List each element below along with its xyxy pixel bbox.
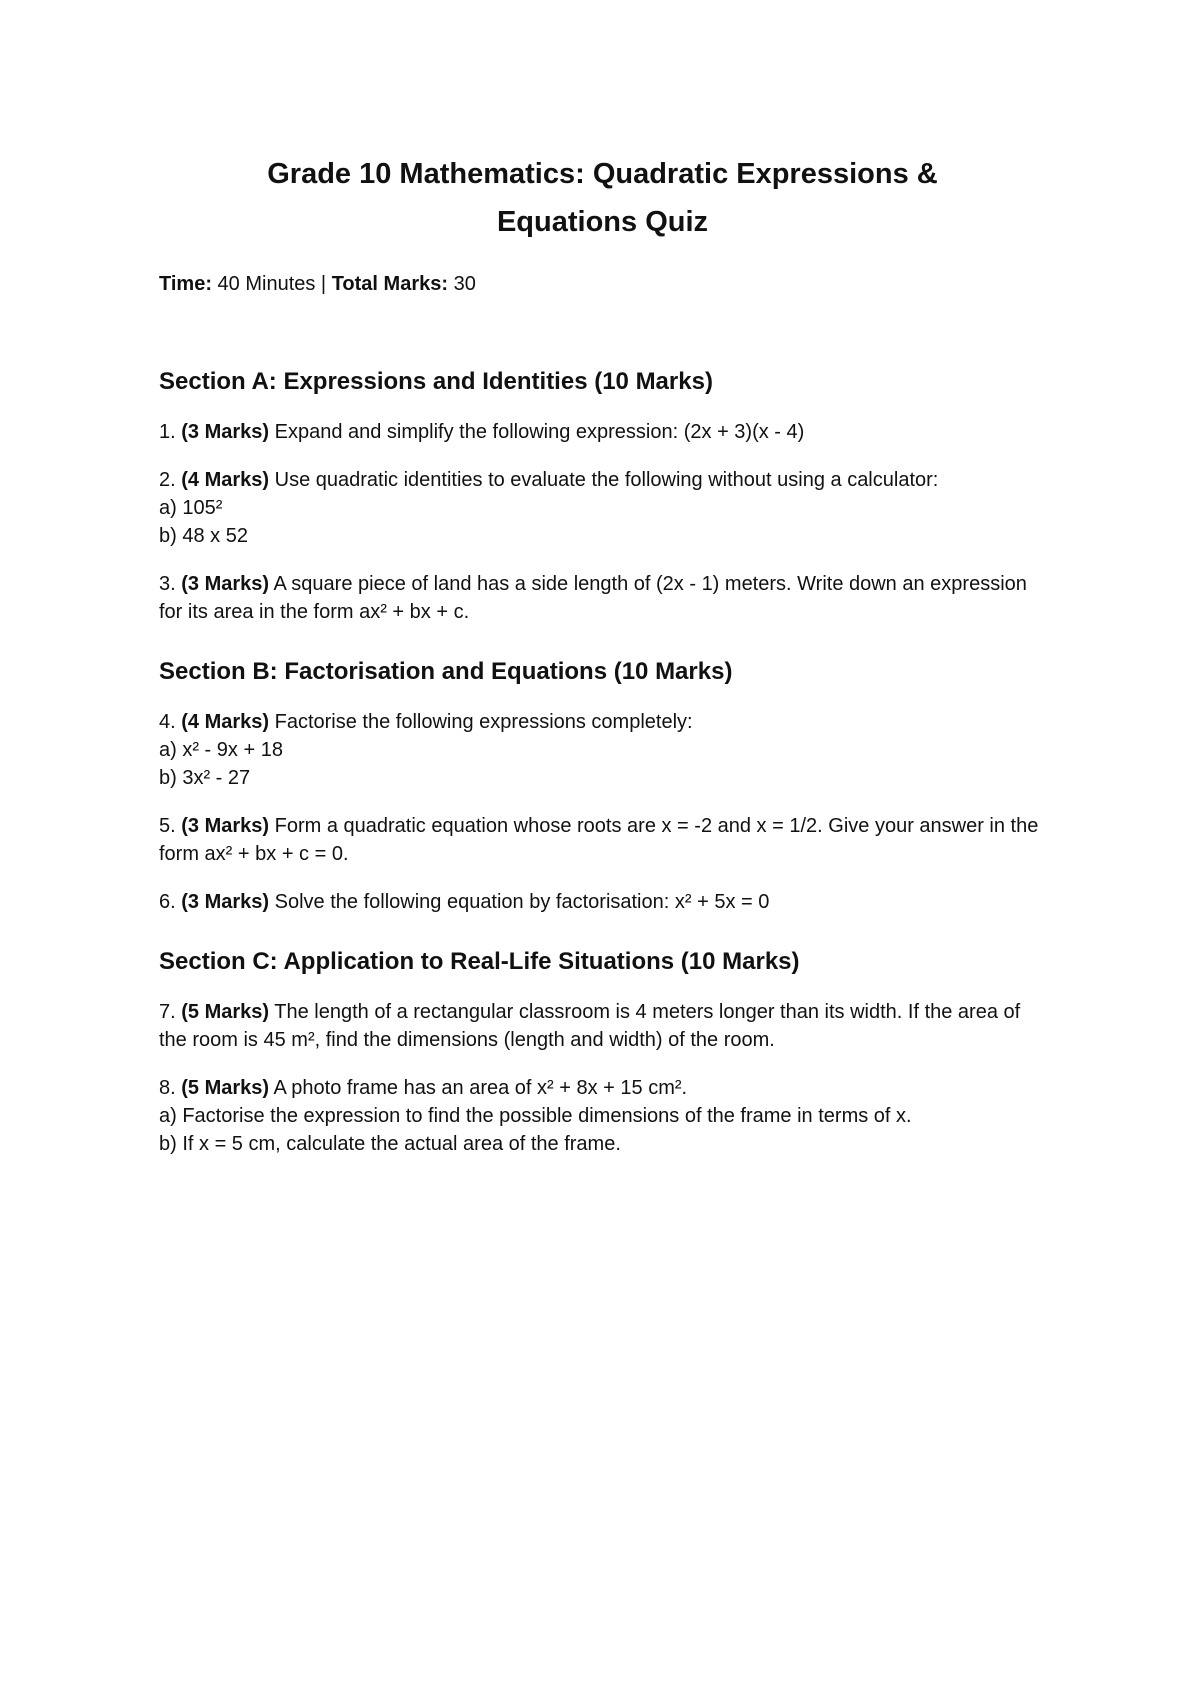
document-title bbox=[159, 150, 1050, 246]
question-part-b: b) 48 x 52 bbox=[159, 525, 248, 547]
quiz-meta bbox=[159, 270, 1050, 298]
time-label: Time: bbox=[159, 273, 212, 295]
question-part-a: a) x² - 9x + 18 bbox=[159, 739, 283, 761]
question-5 bbox=[159, 812, 1050, 868]
question-part-a: a) Factorise the expression to find the possible dimensions of the frame in terms of x. bbox=[159, 1105, 912, 1127]
question-part-b: b) 3x² - 27 bbox=[159, 767, 251, 789]
question-number: 4. bbox=[159, 711, 182, 733]
section-c-heading: Section C: Application to Real-Life Situations (10 Marks) bbox=[159, 948, 800, 975]
question-text: Factorise the following expressions completely: bbox=[269, 711, 693, 733]
question-marks: (3 Marks) bbox=[181, 573, 270, 595]
section-c-questions bbox=[159, 998, 1050, 1158]
question-number: 7. bbox=[159, 1001, 182, 1023]
section-a-heading: Section A: Expressions and Identities (10 Marks) bbox=[159, 368, 713, 395]
total-marks-value: 30 bbox=[448, 273, 476, 295]
question-number: 6. bbox=[159, 891, 182, 913]
question-marks: (4 Marks) bbox=[181, 711, 270, 733]
question-number: 3. bbox=[159, 573, 182, 595]
question-marks: (5 Marks) bbox=[181, 1001, 270, 1023]
question-text: Solve the following equation by factorisation: x² + 5x = 0 bbox=[269, 891, 770, 913]
question-number: 5. bbox=[159, 815, 182, 837]
question-3 bbox=[159, 570, 1050, 626]
question-number: 2. bbox=[159, 469, 182, 491]
question-text: A square piece of land has a side length of (2x - 1) meters. Write down an expression for its area in the form ax² + bx + c. bbox=[159, 573, 1027, 623]
question-part-b: b) If x = 5 cm, calculate the actual area of the frame. bbox=[159, 1133, 621, 1155]
question-6 bbox=[159, 888, 1050, 916]
title-line-2: Equations Quiz bbox=[496, 206, 709, 238]
question-marks: (5 Marks) bbox=[181, 1077, 270, 1099]
question-2 bbox=[159, 466, 1050, 550]
section-a-questions bbox=[159, 418, 1050, 626]
section-b-heading: Section B: Factorisation and Equations (10 Marks) bbox=[159, 658, 733, 685]
question-marks: (3 Marks) bbox=[181, 815, 270, 837]
title-line-1: Grade 10 Mathematics: Quadratic Expressions & bbox=[267, 158, 938, 190]
question-number: 8. bbox=[159, 1077, 182, 1099]
question-text: The length of a rectangular classroom is 4 meters longer than its width. If the area of the room is 45 m², find the dimensions (length and width) of the room. bbox=[159, 1001, 1021, 1051]
question-text: A photo frame has an area of x² + 8x + 15 cm². bbox=[269, 1077, 688, 1099]
question-4 bbox=[159, 708, 1050, 792]
question-number: 1. bbox=[159, 421, 182, 443]
question-marks: (3 Marks) bbox=[181, 891, 270, 913]
question-8 bbox=[159, 1074, 1050, 1158]
question-text: Expand and simplify the following expression: (2x + 3)(x - 4) bbox=[269, 421, 805, 443]
section-b-questions bbox=[159, 708, 1050, 916]
question-text: Form a quadratic equation whose roots are x = -2 and x = 1/2. Give your answer in the form ax² + bx + c = 0. bbox=[159, 815, 1039, 865]
question-text: Use quadratic identities to evaluate the following without using a calculator: bbox=[269, 469, 939, 491]
question-marks: (3 Marks) bbox=[181, 421, 270, 443]
question-7 bbox=[159, 998, 1050, 1054]
question-part-a: a) 105² bbox=[159, 497, 223, 519]
time-value: 40 Minutes | bbox=[211, 273, 332, 295]
question-marks: (4 Marks) bbox=[181, 469, 270, 491]
total-marks-label: Total Marks: bbox=[331, 273, 449, 295]
question-1 bbox=[159, 418, 1050, 446]
